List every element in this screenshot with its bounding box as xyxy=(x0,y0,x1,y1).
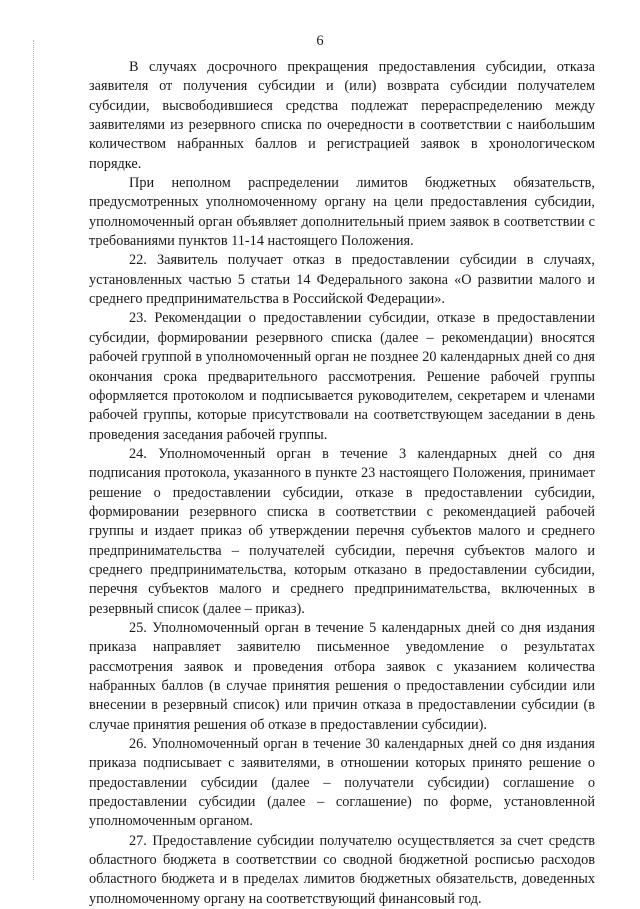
paragraph-23: 23. Рекомендации о предоставлении субсидии, отказе в предоставлении субсидии, формировании резервного списка (далее – рекомендации) вносятся рабочей группой в уполномоченный орган не позднее 20 календарных дней со дня окончания срока предварительного рассмотрения. Решение рабочей группы оформляется протоколом и подписывается руководителем, секретарем и членами рабочей группы, которые присутствовали на соответствующем заседании в день проведения заседания рабочей группы. xyxy=(89,310,595,443)
page-number: 6 xyxy=(316,33,324,49)
paragraph-25: 25. Уполномоченный орган в течение 5 календарных дней со дня издания приказа направляет заявителю письменное уведомление о результатах рассмотрения заявок и проведения отбора заявок с указанием количества набранных баллов (в случае принятия решения о предоставлении субсидии или внесении в резервный список) или причин отказа в предоставлении субсидии (в случае принятия решения об отказе в предоставлении субсидии). xyxy=(89,619,595,733)
paragraph-27: 27. Предоставление субсидии получателю осуществляется за счет средств областного бюджета в соответствии со сводной бюджетной росписью расходов областного бюджета и в пределах лимитов бюджетных обязательств, доведенных уполномоченному органу на соответствующий финансовый год. xyxy=(89,832,595,907)
paragraph-additional-applications: При неполном распределении лимитов бюджетных обязательств, предусмотренных уполномоченному органу на цели предоставления субсидии, уполномоченный орган объявляет дополнительный прием заявок в соответствии с требованиями пунктов 11-14 настоящего Положения. xyxy=(89,175,595,250)
paragraph-24: 24. Уполномоченный орган в течение 3 календарных дней со дня подписания протокола, указанного в пункте 23 настоящего Положения, принимает решение о предоставлении субсидии, отказе в предоставлении субсидии, формировании резервного списка в соответствии с рекомендацией рабочей группы и издает приказ об утверждении перечня субъектов малого и среднего предпринимательства – получателей субсидии, перечня субъектов малого и среднего предпринимательства, которым отказано в предоставлении субсидии, перечня субъектов малого и среднего предпринимательства, включенных в резервный список (далее – приказ). xyxy=(89,445,595,617)
binding-margin-line xyxy=(33,40,34,880)
paragraph-26: 26. Уполномоченный орган в течение 30 календарных дней со дня издания приказа подписывает с заявителями, в отношении которых принято решение о предоставлении субсидии (далее – получатели субсидии) соглашение о предоставлении субсидии (далее – соглашение) по форме, установленной уполномоченным органом. xyxy=(89,736,595,830)
document-body xyxy=(89,58,595,909)
paragraph-subsidy-redistribution: В случаях досрочного прекращения предоставления субсидии, отказа заявителя от получения субсидии и (или) возврата субсидии получателем субсидии, высвободившиеся средства подлежат перераспределению между заявителями из резервного списка по очередности в соответствии с наибольшим количеством набранных баллов и регистрацией заявок в хронологическом порядке. xyxy=(89,59,595,172)
paragraph-22: 22. Заявитель получает отказ в предоставлении субсидии в случаях, установленных частью 5 статьи 14 Федерального закона «О развитии малого и среднего предпринимательства в Российской Федерации». xyxy=(89,252,595,308)
